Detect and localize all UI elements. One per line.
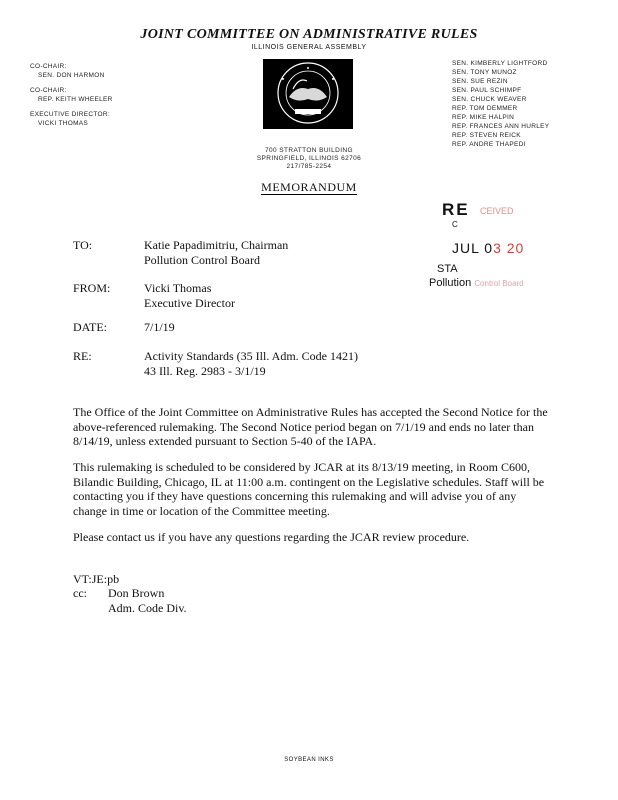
member-name: SEN. SUE REZIN — [452, 78, 508, 85]
received-stamp-fragment: CEIVED — [480, 206, 514, 216]
cc-recipients — [108, 586, 187, 616]
stamp-date-prefix: JUL 0 — [452, 240, 494, 256]
sender-title: Executive Director — [144, 296, 235, 310]
clerk-stamp: C — [452, 220, 458, 229]
member-name: SEN. CHUCK WEAVER — [452, 96, 527, 103]
officer-name: REP. KEITH WHEELER — [38, 96, 113, 103]
member-name: REP. STEVEN REICK — [452, 132, 521, 139]
stamp-date-suffix: 3 20 — [493, 240, 525, 256]
member-name: REP. TOM DEMMER — [452, 105, 518, 112]
officer-role: EXECUTIVE DIRECTOR: — [30, 111, 110, 118]
officers-list — [30, 60, 190, 134]
members-list — [452, 59, 592, 149]
stamp-pollution-text: Pollution — [429, 277, 472, 289]
officer-name: VICKI THOMAS — [38, 120, 89, 127]
recipient-org: Pollution Control Board — [144, 253, 261, 267]
address-line: 700 STRATTON BUILDING — [265, 147, 353, 154]
to-label: TO: — [73, 238, 93, 252]
member-name: SEN. TONY MUNOZ — [452, 69, 517, 76]
phone-number: 217/785-2254 — [286, 163, 332, 170]
member-name: REP. MIKE HALPIN — [452, 114, 515, 121]
memo-heading-text: MEMORANDUM — [261, 180, 357, 194]
stamp-state: STA — [437, 263, 458, 275]
memo-heading — [0, 180, 618, 195]
officer-role: CO-CHAIR: — [30, 63, 67, 70]
sender-name: Vicki Thomas — [144, 281, 212, 295]
body-paragraph: Please contact us if you have any questions regarding the JCAR review procedure. — [73, 530, 470, 544]
member-name: REP. ANDRE THAPEDI — [452, 141, 526, 148]
re-subject — [144, 349, 358, 379]
address-line: SPRINGFIELD, ILLINOIS 62706 — [256, 155, 362, 162]
cc-label: cc: — [73, 586, 87, 600]
stamp-pollution — [429, 277, 524, 289]
assembly-subtitle: ILLINOIS GENERAL ASSEMBLY — [251, 44, 367, 51]
member-name: REP. FRANCES ANN HURLEY — [452, 123, 550, 130]
officer-role: CO-CHAIR: — [30, 87, 67, 94]
typist-initials: VT:JE:pb — [73, 572, 120, 586]
re-label: RE: — [73, 349, 92, 363]
office-address — [0, 147, 618, 171]
state-seal-image — [263, 59, 353, 129]
to-recipient — [144, 238, 288, 268]
subject-line: Activity Standards (35 Ill. Adm. Code 1421) — [144, 349, 358, 363]
member-name: SEN. KIMBERLY LIGHTFORD — [452, 60, 548, 67]
cc-recipient: Adm. Code Div. — [108, 601, 187, 615]
received-stamp: RE — [442, 200, 470, 219]
recipient-name: Katie Papadimitriu, Chairman — [144, 238, 289, 252]
body-paragraph: The Office of the Joint Committee on Administrative Rules has accepted the Second Notice for the above-referenced rulemaking. The Second Notice period began on 7/1/19 and ends no later than 8/14/19, unless extended pursuant to Section 5-40 of the IAPA. — [73, 405, 548, 448]
committee-title: JOINT COMMITTEE ON ADMINISTRATIVE RULES — [140, 27, 478, 42]
stamp-date — [452, 240, 524, 256]
stamp-board-text: Control Board — [474, 279, 524, 288]
from-sender — [144, 281, 235, 311]
date-label: DATE: — [73, 320, 107, 334]
officer-name: SEN. DON HARMON — [38, 72, 105, 79]
soybean-inks-footer: SOYBEAN INKS — [284, 757, 334, 763]
member-name: SEN. PAUL SCHIMPF — [452, 87, 522, 94]
subject-reference: 43 Ill. Reg. 2983 - 3/1/19 — [144, 364, 266, 378]
cc-recipient: Don Brown — [108, 586, 165, 600]
date-value: 7/1/19 — [144, 320, 175, 334]
body-paragraph: This rulemaking is scheduled to be considered by JCAR at its 8/13/19 meeting, in Room C600, Bilandic Building, Chicago, IL at 11:00 a.m. contingent on the Legislative schedules. Staff will be contacting you if they have questions concerning this rulemaking and will advise you of any change in time or location of the Committee meeting. — [73, 460, 545, 518]
from-label: FROM: — [73, 281, 111, 295]
